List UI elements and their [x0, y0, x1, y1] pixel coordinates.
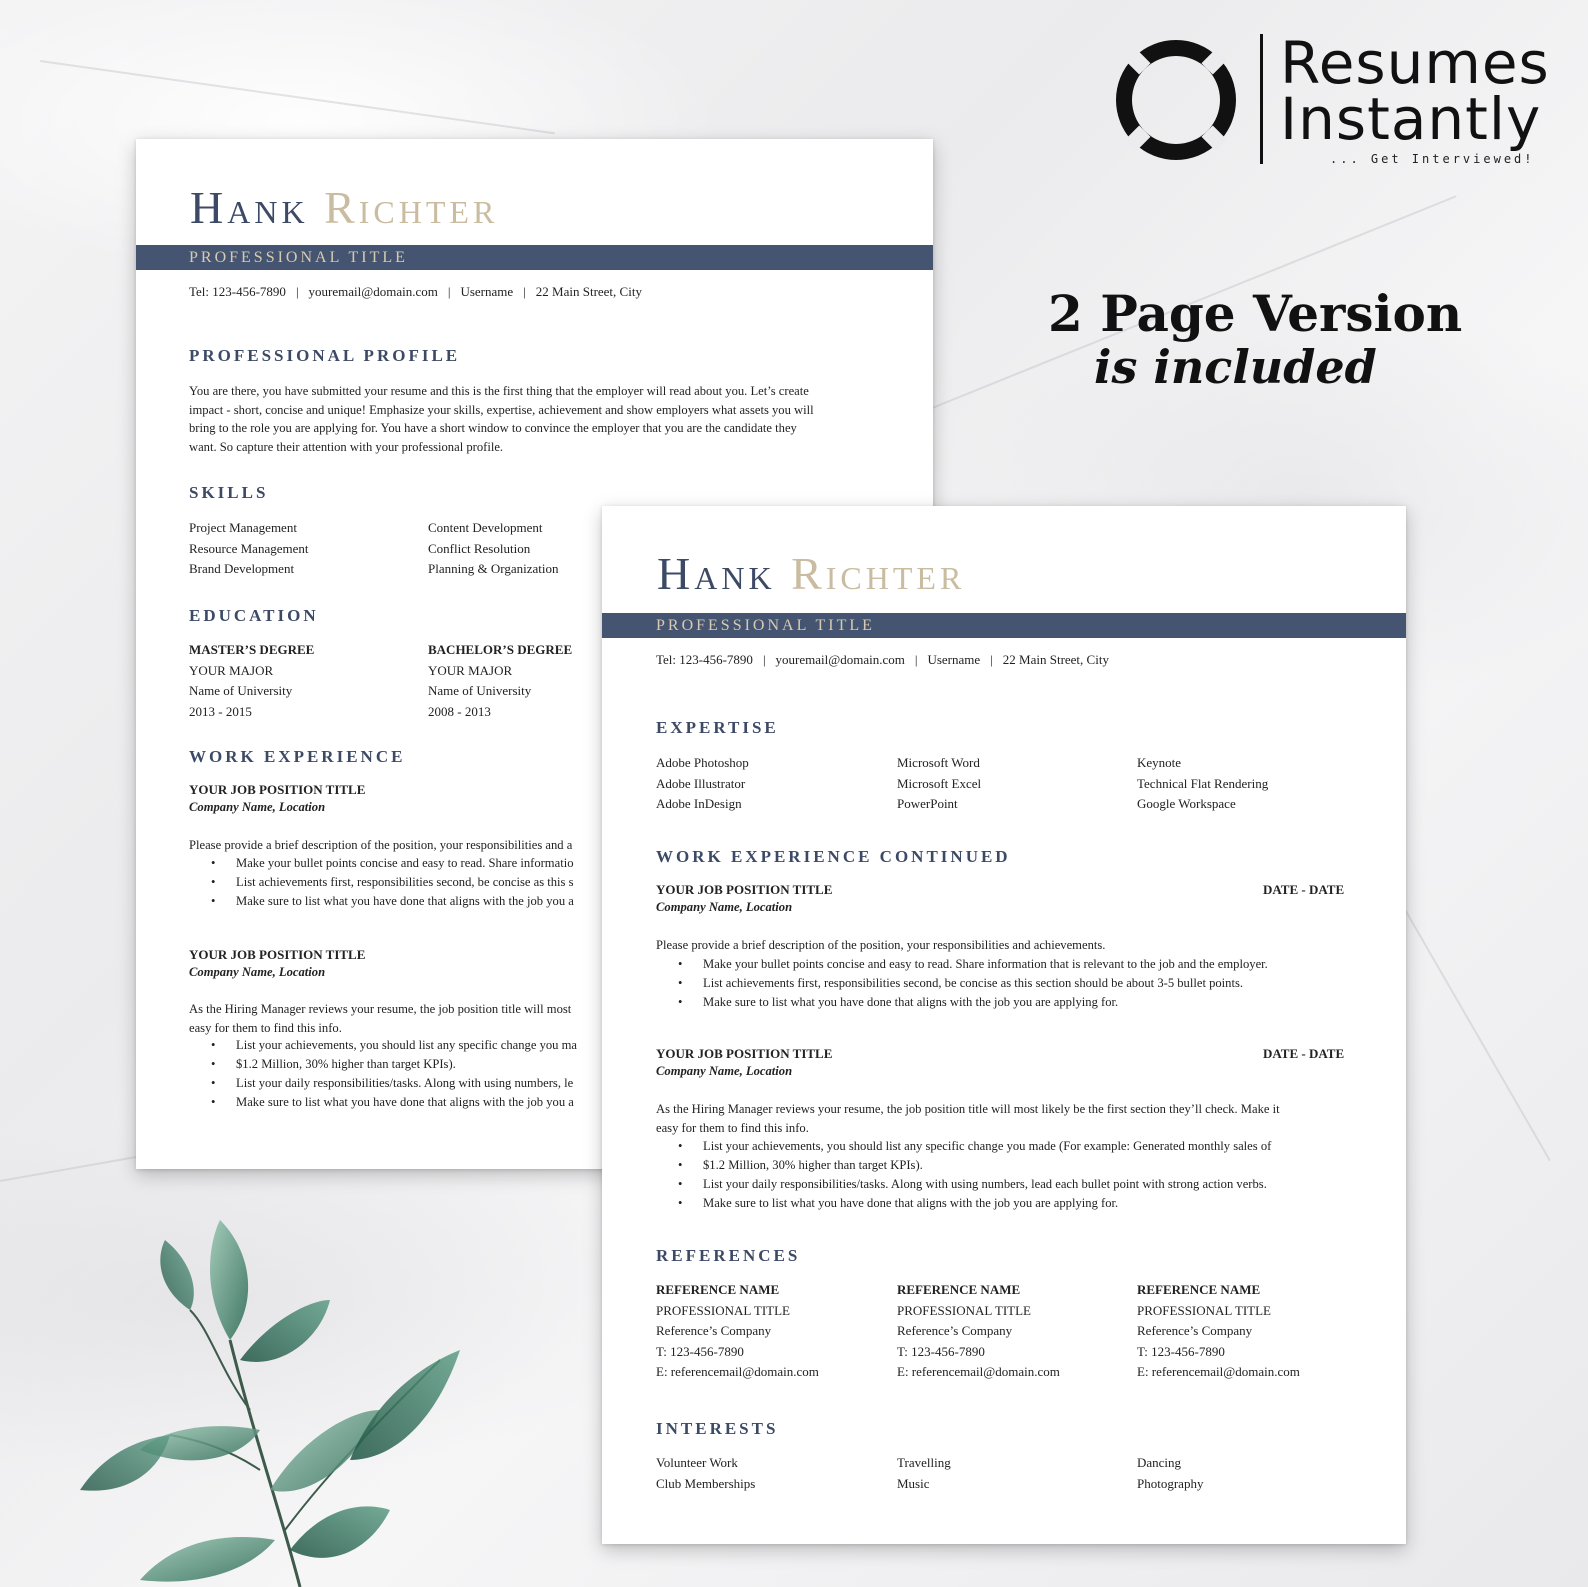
resume-page-2 [602, 506, 1406, 1544]
name-last: Richter [791, 548, 966, 599]
reference-email: E: referencemail@domain.com [1137, 1364, 1300, 1379]
expertise-column-1 [656, 753, 749, 815]
expertise-item: Keynote [1137, 755, 1182, 770]
job-bullet: • List achievements first, responsibilities second, be concise as this s [189, 873, 574, 892]
expertise-item: Adobe InDesign [656, 796, 742, 811]
brand-tagline: ... Get Interviewed! [1330, 152, 1535, 166]
job-bullet-continuation: • $1.2 Million, 30% higher than target KPIs). [656, 1156, 1271, 1175]
reference-tel: T: 123-456-7890 [1137, 1343, 1225, 1359]
interest-item: Volunteer Work [656, 1455, 738, 1470]
degree: BACHELOR’S DEGREE [428, 642, 573, 657]
reference-tel: T: 123-456-7890 [656, 1343, 744, 1359]
contact-sep: | [295, 284, 299, 299]
contact-sep: | [447, 284, 451, 299]
job-description-line: As the Hiring Manager reviews your resume, the job position title will most likely be the first section they’ll check. Make it [656, 1102, 1280, 1116]
interest-item: Club Memberships [656, 1475, 756, 1491]
profile-line: want. So capture their attention with your professional profile. [189, 439, 504, 454]
job-description-line: easy for them to find this info. [656, 1120, 809, 1135]
title-bar [602, 613, 1406, 638]
expertise-item: Adobe Photoshop [656, 755, 749, 770]
contact-tel: Tel: 123-456-7890 [656, 652, 753, 667]
university: Name of University [189, 683, 293, 698]
name-last: Richter [324, 182, 499, 233]
job-company: Company Name, Location [189, 800, 326, 814]
contact-line [656, 652, 1109, 668]
contact-address: 22 Main Street, City [535, 284, 642, 299]
expertise-item: Microsoft Excel [897, 775, 982, 791]
interest-item: Music [897, 1475, 930, 1491]
job-bullet: • Make sure to list what you have done that aligns with the job you are applying for. [656, 1194, 1271, 1213]
reference-company: Reference’s Company [1137, 1323, 1253, 1338]
reference-entry [656, 1280, 819, 1383]
interests-column-2 [897, 1453, 951, 1494]
contact-sep: | [990, 652, 993, 667]
job-bullet: • List your daily responsibilities/tasks. Along with using numbers, le [189, 1074, 577, 1093]
expertise-column-2 [897, 753, 981, 815]
expertise-column-3 [1137, 753, 1268, 815]
reference-name: REFERENCE NAME [1137, 1282, 1261, 1297]
skill-item: Content Development [428, 520, 543, 535]
promo-text [1048, 286, 1468, 394]
section-heading-work-continued: WORK EXPERIENCE CONTINUED [656, 847, 1011, 866]
job-bullets [656, 1137, 1271, 1213]
resume-name [657, 548, 966, 599]
section-heading-skills: SKILLS [189, 483, 269, 502]
professional-title: PROFESSIONAL TITLE [656, 617, 875, 634]
profile-line: You are there, you have submitted your resume and this is the first thing that the employer will read about you. Let’s create [189, 384, 809, 398]
contact-email: youremail@domain.com [308, 284, 438, 299]
job-title: YOUR JOB POSITION TITLE [656, 882, 833, 897]
job-bullet: • List your achievements, you should list any specific change you made (For example: Generated monthly sales of [656, 1137, 1271, 1156]
promo-line1: 2 Page Version [1048, 284, 1463, 343]
reference-tel: T: 123-456-7890 [897, 1343, 985, 1359]
contact-sep: | [762, 652, 766, 667]
years: 2013 - 2015 [189, 703, 252, 719]
job-bullets [189, 854, 574, 911]
reference-company: Reference’s Company [656, 1323, 772, 1338]
reference-name: REFERENCE NAME [656, 1282, 780, 1297]
interests-column-1 [656, 1453, 755, 1494]
major: YOUR MAJOR [189, 662, 274, 678]
section-heading-expertise: EXPERTISE [656, 718, 779, 737]
job-bullets [189, 1036, 577, 1112]
job-bullet: • Make sure to list what you have done that aligns with the job you a [189, 1093, 577, 1112]
leaf-branch-icon [60, 1210, 500, 1587]
job-bullet-continuation: • $1.2 Million, 30% higher than target KPIs). [189, 1055, 577, 1074]
skill-item: Brand Development [189, 561, 295, 576]
skill-item: Conflict Resolution [428, 540, 531, 556]
section-heading-interests: INTERESTS [656, 1419, 779, 1438]
promo-line2: is included [1094, 340, 1377, 394]
job-company: Company Name, Location [189, 965, 326, 979]
skill-item: Project Management [189, 520, 297, 535]
contact-username: Username [460, 284, 514, 299]
contact-tel: Tel: 123-456-7890 [189, 284, 286, 299]
skill-item: Resource Management [189, 540, 309, 556]
expertise-item: Microsoft Word [897, 755, 980, 770]
job-date: DATE - DATE [1263, 882, 1345, 897]
profile-line: bring to the role you are applying for. You have a short window to convince the employer that you are the candidate they [189, 421, 797, 435]
job-company: Company Name, Location [656, 900, 793, 914]
education-entry-1 [189, 640, 314, 722]
expertise-item: Adobe Illustrator [656, 775, 746, 791]
marble-vein [1399, 901, 1551, 1162]
university: Name of University [428, 683, 532, 698]
section-heading-references: REFERENCES [656, 1246, 801, 1265]
profile-text [189, 382, 889, 456]
job-bullet: • Make your bullet points concise and easy to read. Share information that is relevant to the job and the employer. [656, 955, 1268, 974]
interest-item: Photography [1137, 1475, 1204, 1491]
reference-title: PROFESSIONAL TITLE [897, 1302, 1031, 1318]
ring-logo-icon [1112, 36, 1240, 164]
brand-name-line1: Resumes [1280, 29, 1550, 97]
reference-entry [1137, 1280, 1300, 1383]
expertise-item: PowerPoint [897, 796, 958, 811]
skills-column-2 [428, 518, 558, 580]
reference-email: E: referencemail@domain.com [897, 1364, 1060, 1379]
job-description [656, 1100, 1280, 1137]
contact-sep: | [523, 284, 526, 299]
reference-title: PROFESSIONAL TITLE [656, 1302, 790, 1318]
reference-title: PROFESSIONAL TITLE [1137, 1302, 1271, 1318]
reference-name: REFERENCE NAME [897, 1282, 1021, 1297]
years: 2008 - 2013 [428, 703, 491, 719]
professional-title: PROFESSIONAL TITLE [189, 249, 408, 266]
education-entry-2 [428, 640, 572, 722]
job-bullet: • List achievements first, responsibilities second, be concise as this section should be about 3-5 bullet points. [656, 974, 1268, 993]
degree: MASTER’S DEGREE [189, 642, 315, 657]
job-bullet: • Make your bullet points concise and easy to read. Share informatio [189, 854, 574, 873]
reference-email: E: referencemail@domain.com [656, 1364, 819, 1379]
expertise-item: Technical Flat Rendering [1137, 775, 1269, 791]
job-title: YOUR JOB POSITION TITLE [189, 782, 366, 797]
profile-line: impact - short, concise and unique! Emphasize your skills, expertise, achievement and show employers what assets you will [189, 402, 814, 417]
brand-name-line2: Instantly [1280, 85, 1542, 153]
contact-email: youremail@domain.com [775, 652, 905, 667]
section-heading-work: WORK EXPERIENCE [189, 747, 406, 766]
job-company: Company Name, Location [656, 1064, 793, 1078]
job-title: YOUR JOB POSITION TITLE [189, 947, 366, 962]
contact-username: Username [927, 652, 981, 667]
job-bullet: • List your daily responsibilities/tasks. Along with using numbers, lead each bullet point with strong action verbs. [656, 1175, 1271, 1194]
brand-logo [1112, 29, 1552, 174]
name-first: Hank [190, 182, 309, 233]
resume-name [190, 182, 499, 233]
job-description-line: As the Hiring Manager reviews your resume, the job position title will most [189, 1002, 572, 1016]
name-first: Hank [657, 548, 776, 599]
interest-item: Dancing [1137, 1455, 1182, 1470]
contact-address: 22 Main Street, City [1002, 652, 1109, 667]
major: YOUR MAJOR [428, 662, 513, 678]
marble-vein [40, 60, 555, 134]
reference-entry [897, 1280, 1060, 1383]
section-heading-education: EDUCATION [189, 606, 319, 625]
job-date: DATE - DATE [1263, 1046, 1345, 1061]
job-description: Please provide a brief description of the position, your responsibilities and achievements. [656, 938, 1106, 952]
interest-item: Travelling [897, 1455, 951, 1470]
title-bar [136, 245, 933, 270]
brand-divider [1260, 34, 1263, 164]
job-title: YOUR JOB POSITION TITLE [656, 1046, 833, 1061]
job-description [189, 1000, 571, 1037]
job-bullet: • Make sure to list what you have done that aligns with the job you a [189, 892, 574, 911]
interests-column-3 [1137, 1453, 1203, 1494]
contact-sep: | [914, 652, 918, 667]
contact-line [189, 284, 642, 300]
job-bullet: • Make sure to list what you have done that aligns with the job you are applying for. [656, 993, 1268, 1012]
reference-company: Reference’s Company [897, 1323, 1013, 1338]
job-bullets [656, 955, 1268, 1012]
skills-column-1 [189, 518, 308, 580]
job-description: Please provide a brief description of the position, your responsibilities and a [189, 838, 573, 852]
expertise-item: Google Workspace [1137, 796, 1236, 811]
skill-item: Planning & Organization [428, 561, 559, 576]
job-description-line: easy for them to find this info. [189, 1020, 342, 1035]
section-heading-profile: PROFESSIONAL PROFILE [189, 346, 461, 365]
job-bullet: • List your achievements, you should list any specific change you ma [189, 1036, 577, 1055]
